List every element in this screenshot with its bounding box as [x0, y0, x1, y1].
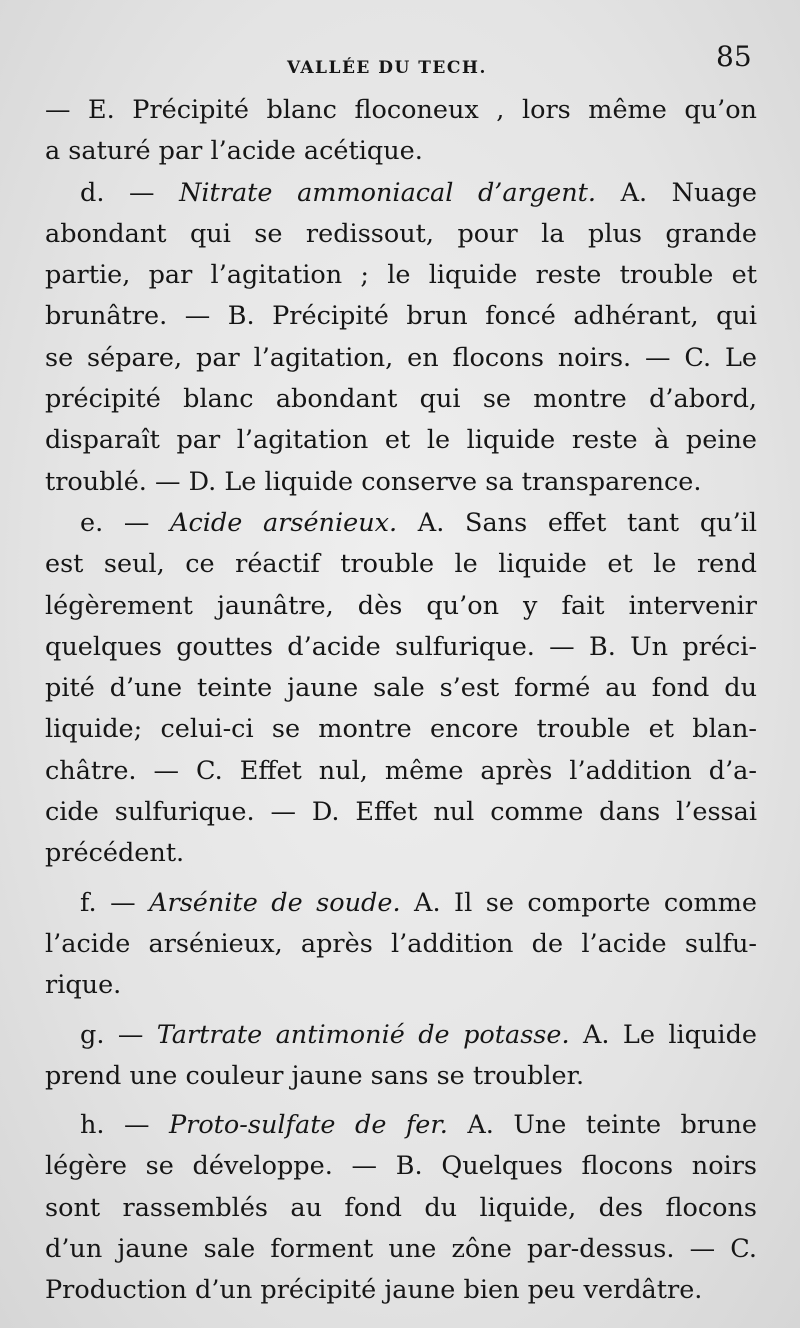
text-run: disparaît par l’agitation et le liquide reste à peine — [45, 425, 757, 456]
text-run: troublé. — D. Le liquide conserve sa transparence. — [45, 466, 702, 497]
text-run: sont rassemblés au fond du liquide, des flocons — [45, 1192, 757, 1223]
text-run: brunâtre. — B. Précipité brun foncé adhérant, qui — [45, 301, 757, 332]
text-line — [45, 792, 757, 833]
text-line — [45, 1105, 757, 1146]
text-run: — E. Précipité blanc floconeux , lors même qu’on — [45, 95, 757, 125]
text-line — [45, 1146, 757, 1187]
text-run: liquide; celui-ci se montre encore trouble et blan- — [45, 714, 757, 745]
page-number: 85 — [716, 40, 752, 73]
text-line — [45, 214, 757, 255]
text-run: A. Une teinte brune — [447, 1110, 757, 1141]
paragraph — [45, 503, 757, 875]
text-run: quelques gouttes d’acide sulfurique. — B. Un préci- — [45, 631, 757, 662]
text-line — [45, 751, 757, 792]
text-run: a saturé par l’acide acétique. — [45, 136, 423, 167]
text-line — [45, 544, 757, 585]
paragraph — [45, 173, 757, 503]
text-run: prend une couleur jaune sans se troubler. — [45, 1060, 585, 1091]
text-line — [45, 90, 757, 131]
text-line — [45, 1229, 757, 1270]
text-run: A. Le liquide — [569, 1019, 757, 1050]
text-line — [45, 503, 757, 544]
text-run: rique. — [45, 970, 122, 1001]
text-line — [45, 924, 757, 965]
text-run: A. Nuage — [596, 177, 758, 208]
text-line — [45, 296, 757, 337]
text-run: se sépare, par l’agitation, en flocons noirs. — C. Le — [45, 342, 757, 373]
italic-term: Tartrate antimonié de potasse. — [156, 1019, 570, 1050]
text-run: f. — — [80, 887, 150, 918]
text-line — [45, 883, 757, 924]
text-line — [45, 833, 757, 874]
text-line — [45, 965, 757, 1006]
text-run: légère se développe. — B. Quelques flocons noirs — [45, 1151, 757, 1182]
paragraph — [45, 1015, 757, 1098]
text-run: d’un jaune sale forment une zône par-dessus. — C. — [45, 1234, 757, 1265]
text-line — [45, 255, 757, 296]
italic-term: Arsénite de soude. — [149, 887, 401, 918]
page-body — [45, 90, 757, 1312]
text-run: partie, par l’agitation ; le liquide reste trouble et — [45, 260, 757, 291]
text-line — [45, 586, 757, 627]
paragraph — [45, 1105, 757, 1311]
text-run: l’acide arsénieux, après l’addition de l’acide sulfu- — [45, 928, 757, 959]
text-run: Production d’un précipité jaune bien peu verdâtre. — [45, 1275, 703, 1306]
paragraph — [45, 90, 757, 173]
text-line — [45, 668, 757, 709]
italic-term: Nitrate ammoniacal d’argent. — [179, 177, 596, 208]
text-line — [45, 379, 757, 420]
text-line — [45, 1270, 757, 1311]
text-line — [45, 462, 757, 503]
text-run: précédent. — [45, 838, 185, 869]
text-line — [45, 131, 757, 172]
text-line — [45, 420, 757, 461]
page-header — [0, 40, 800, 90]
text-run: légèrement jaunâtre, dès qu’on y fait intervenir — [45, 590, 757, 621]
text-run: est seul, ce réactif trouble le liquide et le rend — [45, 549, 757, 580]
text-run: pité d’une teinte jaune sale s’est formé au fond du — [45, 673, 757, 704]
text-line — [45, 1188, 757, 1229]
paragraph — [45, 883, 757, 1007]
text-run: g. — — [80, 1019, 157, 1050]
running-head: VALLÉE DU TECH. — [287, 58, 487, 78]
text-run: h. — — [80, 1110, 169, 1141]
text-run: cide sulfurique. — D. Effet nul comme dans l’essai — [45, 797, 757, 828]
text-line — [45, 1015, 757, 1056]
text-line — [45, 338, 757, 379]
italic-term: Proto-sulfate de fer. — [168, 1110, 448, 1141]
text-run: abondant qui se redissout, pour la plus grande — [45, 218, 757, 249]
text-run: châtre. — C. Effet nul, même après l’addition d’a- — [45, 755, 757, 786]
text-run: d. — — [80, 177, 180, 208]
text-run: précipité blanc abondant qui se montre d’abord, — [45, 384, 757, 415]
text-run: e. — — [80, 507, 171, 538]
text-line — [45, 627, 757, 668]
text-run: A. Il se comporte comme — [400, 887, 757, 918]
text-line — [45, 173, 757, 214]
italic-term: Acide arsénieux. — [170, 507, 398, 538]
text-run: A. Sans effet tant qu’il — [397, 507, 757, 538]
text-line — [45, 1056, 757, 1097]
text-line — [45, 709, 757, 750]
